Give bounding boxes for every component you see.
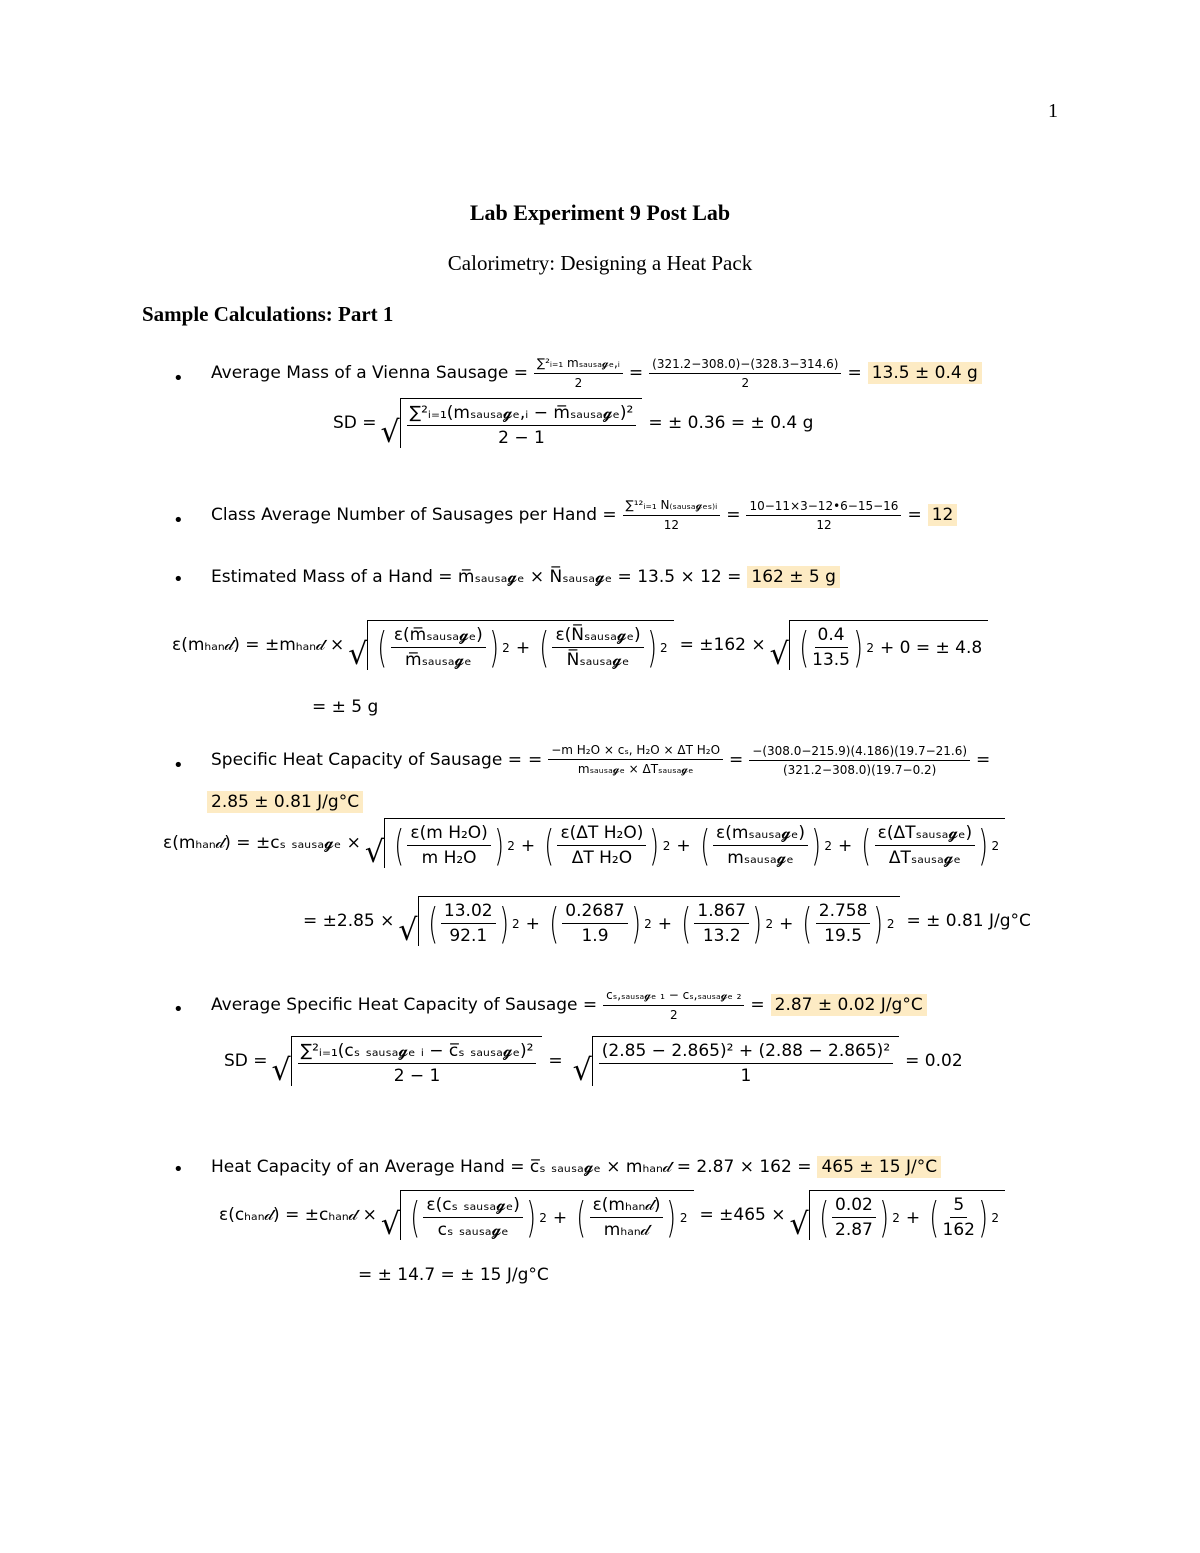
avg-mass-fraction: $\frac{\text{∑²ᵢ₌₁ mₛₐᵤₛₐ𝓰ₑ,ᵢ}}{2}$ — [534, 356, 623, 390]
hand-mass-equation: Estimated Mass of a Hand = m̅ₛₐᵤₛₐ𝓰ₑ × N̅ₛₐᵤₛₐ𝓰ₑ = 13.5 × 12 = 162 ± 5 g — [211, 566, 840, 588]
hand-mass-error: ε(mₕₐₙ𝒹) = ±mₕₐₙ𝒹 × √ ( $\frac{\text{ε(m̅ₛₐᵤₛₐ𝓰ₑ)}}{\text{m̅ₛₐᵤₛₐ𝓰ₑ}}$ ) 2 + ( $\frac{\text{ε(N̅ₛₐᵤₛₐ𝓰ₑ)}}{\text{N̅ₛₐᵤₛₐ𝓰ₑ}}$ ) 2 = ±162 × √ ( $\frac{0.4}{13.5}$ ) 2 + 0 = ± 4.8 — [172, 620, 988, 670]
specific-heat-error: ε(mₕₐₙ𝒹) = ±cₛ ₛₐᵤₛₐ𝓰ₑ × √ ( $\frac{\text{ε(m H₂O)}}{\text{m H₂O}}$ ) 2 + ( $\frac{\text{ε(ΔT H₂O)}}{\text{ΔT H₂O}}$ ) 2 + ( $\frac{\text{ε(mₛₐᵤₛₐ𝓰ₑ)}}{\text{mₛₐᵤₛₐ𝓰ₑ}}$ ) 2 + ( $\frac{\text{ε(ΔTₛₐᵤₛₐ𝓰ₑ)}}{\text{ΔTₛₐᵤₛₐ𝓰ₑ}}$ ) 2 — [163, 818, 1005, 868]
bullet-2: • — [173, 510, 184, 531]
bullet-5: • — [173, 999, 184, 1020]
page-title: Lab Experiment 9 Post Lab — [469, 200, 731, 225]
avg-specific-heat-sd: SD = √ $\frac{\text{∑²ᵢ₌₁(cₛ ₛₐᵤₛₐ𝓰ₑ ᵢ − c̅ₛ ₛₐᵤₛₐ𝓰ₑ)²}}{2 - 1}$ = √ $\frac{\text{(2.85 − 2.865)² + (2.88 − 2.865)²}}{1}$ = 0.02 — [224, 1036, 963, 1086]
section-heading: Sample Calculations: Part 1 — [142, 302, 394, 326]
avg-mass-equation: Average Mass of a Vienna Sausage = $\frac{\text{∑²ᵢ₌₁ mₛₐᵤₛₐ𝓰ₑ,ᵢ}}{2}$ = $\frac{(321.2-308.0)-(328.3-314.6)}{2}$ = 13.5 ± 0.4 g — [211, 356, 982, 390]
hand-heat-capacity-result: 465 ± 15 J/°C — [817, 1156, 941, 1178]
hand-heat-capacity-equation: Heat Capacity of an Average Hand = c̅ₛ ₛₐᵤₛₐ𝓰ₑ × mₕₐₙ𝒹 = 2.87 × 162 = 465 ± 15 J/°C — [211, 1156, 941, 1178]
page-subtitle: Calorimetry: Designing a Heat Pack — [447, 251, 753, 275]
bullet-1: • — [173, 368, 184, 389]
hand-mass-result: 162 ± 5 g — [747, 566, 840, 588]
avg-mass-result: 13.5 ± 0.4 g — [868, 362, 982, 384]
bullet-3: • — [173, 569, 184, 590]
hand-mass-final: = ± 5 g — [312, 697, 379, 717]
avg-mass-label: Average Mass of a Vienna Sausage = — [211, 363, 528, 383]
specific-heat-equation: Specific Heat Capacity of Sausage = = $\frac{\text{−m H₂O × cₛ, H₂O × ΔT H₂O}}{\text{mₛₐᵤₛₐ𝓰ₑ × ΔTₛₐᵤₛₐ𝓰ₑ}}$ = $\frac{-(308.0-215.9)(4.186)(19.7-21.6)}{(321.2-308.0)(19.7-0.2)}$ = — [211, 743, 991, 777]
class-avg-equation: Class Average Number of Sausages per Hand = $\frac{\text{∑¹²ᵢ₌₁ N₍ₛₐᵤₛₐ𝓰ₑₛ₎ᵢ}}{12}$ = $\frac{10-11\times 3-12•6-15-16}{12}$ = 12 — [211, 498, 957, 532]
page-number: 1 — [1048, 100, 1058, 122]
class-avg-result: 12 — [928, 504, 958, 526]
sqrt-symbol: √ $\frac{\text{∑²ᵢ₌₁(mₛₐᵤₛₐ𝓰ₑ,ᵢ − m̅ₛₐᵤₛₐ𝓰ₑ)²}}{2 - 1}$ — [381, 398, 643, 448]
specific-heat-error-values: = ±2.85 × √ ( $\frac{13.02}{92.1}$ ) 2 + ( $\frac{0.2687}{1.9}$ ) 2 + ( $\frac{1.867}{13.2}$ ) 2 + ( $\frac{2.758}{19.5}$ ) 2 = ± 0.81 J/g°C — [303, 896, 1031, 946]
avg-mass-substitution: $\frac{(321.2-308.0)-(328.3-314.6)}{2}$ — [649, 357, 841, 390]
avg-specific-heat-result: 2.87 ± 0.02 J/g°C — [771, 994, 927, 1016]
bullet-4: • — [173, 755, 184, 776]
avg-mass-sd: SD = √ $\frac{\text{∑²ᵢ₌₁(mₛₐᵤₛₐ𝓰ₑ,ᵢ − m̅ₛₐᵤₛₐ𝓰ₑ)²}}{2 - 1}$ = ± 0.36 = ± 0.4 g — [333, 398, 813, 448]
avg-specific-heat-equation: Average Specific Heat Capacity of Sausage = $\frac{\text{cₛ,ₛₐᵤₛₐ𝓰ₑ ₁ − cₛ,ₛₐᵤₛₐ𝓰ₑ ₂}}{2}$ = 2.87 ± 0.02 J/g°C — [211, 988, 927, 1022]
hand-heat-capacity-final: = ± 14.7 = ± 15 J/g°C — [358, 1265, 549, 1285]
bullet-6: • — [173, 1159, 184, 1180]
hand-heat-capacity-error: ε(cₕₐₙ𝒹) = ±cₕₐₙ𝒹 × √ ( $\frac{\text{ε(cₛ ₛₐᵤₛₐ𝓰ₑ)}}{\text{cₛ ₛₐᵤₛₐ𝓰ₑ}}$ ) 2 + ( $\frac{\text{ε(mₕₐₙ𝒹)}}{\text{mₕₐₙ𝒹}}$ ) 2 = ±465 × √ ( $\frac{0.02}{2.87}$ ) 2 + ( $\frac{5}{162}$ ) 2 — [219, 1190, 1005, 1240]
specific-heat-result: 2.85 ± 0.81 J/g°C — [207, 791, 363, 813]
